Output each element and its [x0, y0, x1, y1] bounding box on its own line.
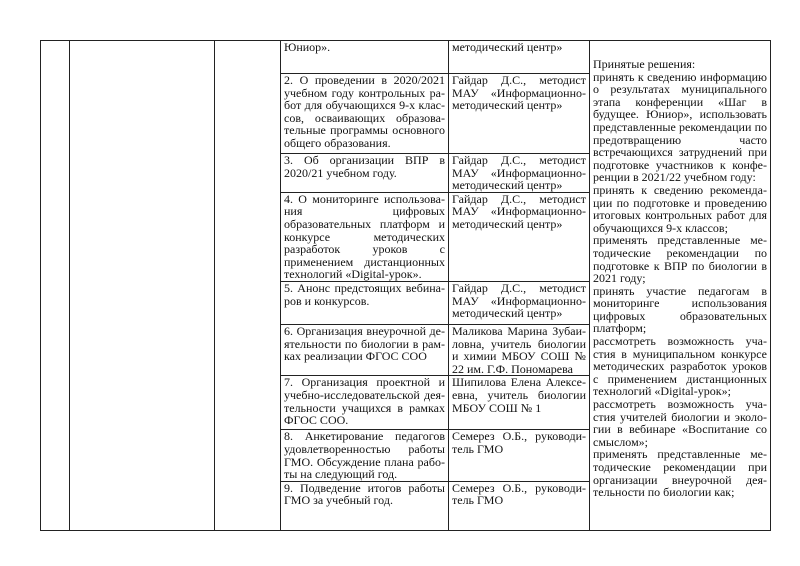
speaker-cell: Гайдар Д.С., методист МАУ «Информационно-методический центр» — [449, 154, 590, 193]
decision-item: рассмотреть возможность участия в муниципальном конкурсе методических разработок уроков с применением дистанционных технологий «Digital-урок»; — [593, 334, 767, 399]
section-cell — [70, 41, 215, 531]
topic-cell: 6. Организация внеурочной деятельности по биологии в рамках реализации ФГОС СОО — [281, 324, 449, 375]
decision-item: применять представленные методические рекомендации при организации внеурочной деятельности по биологии как; — [593, 447, 767, 500]
decisions-heading: Принятые решения: — [593, 57, 696, 71]
decision-item: принять к сведению информацию о результатах муниципального этапа конференции «Шаг в будущее. Юниор», использовать представленные рекомендации по предотвращению часто встречающихся затруднений при подготовке участников к конференции в 2021/22 учебном году: — [593, 69, 767, 185]
speaker-cell: Семерез О.Б., руководитель ГМО — [449, 430, 590, 481]
topic-cell: 4. О мониторинге использования цифровых образовательных платформ и конкурсе методических разработок уроков с применением дистанционных технологий «Digital-урок». — [281, 192, 449, 281]
table-row — [41, 41, 771, 74]
topic-cell: 3. Об организации ВПР в 2020/21 учебном году. — [281, 154, 449, 193]
speaker-cell: Семерез О.Б., руководитель ГМО — [449, 481, 590, 530]
decisions-cell — [590, 41, 771, 531]
topic-cell: 2. О проведении в 2020/2021 учебном году контрольных работ для обучающихся 9-х классов, осваивающих образовательные программы основного общего образования. — [281, 74, 449, 154]
speaker-cell: методический центр» — [449, 41, 590, 74]
decision-item: рассмотреть возможность участия учителей биологии и экологии в вебинаре «Воспитание со смыслом»; — [593, 397, 767, 449]
topic-cell: 7. Организация проектной и учебно-исследовательской деятельности учащихся в рамках ФГОС СОО. — [281, 376, 449, 430]
topic-cell: 5. Анонс предстоящих вебинаров и конкурсов. — [281, 281, 449, 324]
number-cell — [41, 41, 70, 531]
speaker-cell: Гайдар Д.С., методист МАУ «Информационно-методический центр» — [449, 281, 590, 324]
topic-cell: Юниор». — [281, 41, 449, 74]
topic-cell: 8. Анкетирование педагогов удовлетворенностью работы ГМО. Обсуждение плана работы на следующий год. — [281, 430, 449, 481]
speaker-cell: Гайдар Д.С., методист МАУ «Информационно-методический центр» — [449, 192, 590, 281]
topic-cell: 9. Подведение итогов работы ГМО за учебный год. — [281, 481, 449, 530]
speaker-cell: Маликова Марина Зубаиловна, учитель биологии и химии МБОУ СОШ № 22 им. Г.Ф. Пономарева — [449, 324, 590, 375]
speaker-cell: Шипилова Елена Алексеевна, учитель биологии МБОУ СОШ № 1 — [449, 376, 590, 430]
decision-item: принять к сведению рекомендации по подготовке и проведению итоговых контрольных работ для обучающихся 9-х классов; — [593, 182, 767, 235]
date-cell — [215, 41, 281, 531]
meeting-agenda-table — [40, 40, 771, 531]
decision-item: принять участие педагогам в мониторинге использования цифровых образовательных платформ; — [593, 283, 767, 336]
speaker-cell: Гайдар Д.С., методист МАУ «Информационно-методический центр» — [449, 74, 590, 154]
decision-item: применять представленные методические рекомендации по подготовке к ВПР по биологии в 2021 году; — [593, 233, 767, 286]
